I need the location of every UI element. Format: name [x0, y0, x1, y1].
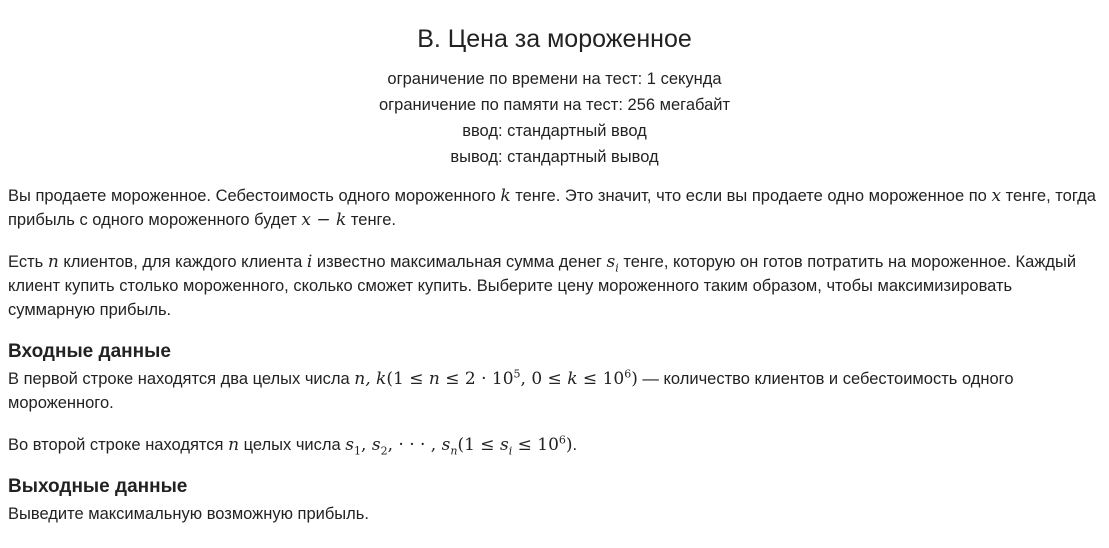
input-paragraph-1: В первой строке находятся два целых числа n, $k(1 \le n \le 2 \cdot 10^5$, $0 \le k \le 10^6$) — количество клиентов и себестоимость одного мороженного.: [8, 367, 1014, 412]
output-paragraph: Выведите максимальную возможную прибыль.: [8, 505, 369, 523]
time-limit: ограничение по времени на тест: 1 секунда: [387, 70, 722, 88]
math-i: i: [306, 252, 313, 272]
output-file: вывод: стандартный вывод: [450, 148, 659, 166]
legend-paragraph-2: Есть n клиентов, для каждого клиента i известно максимальная сумма денег $s_i$ тенге, которую он готов потратить на мороженное. Каждый клиент купить столько мороженного, сколько сможет купить. Выберите цену мороженного таким образом, чтобы максимизировать суммарную прибыль.: [8, 252, 1077, 319]
math-s-i: $s_i$: [606, 252, 619, 275]
legend-paragraph-1: Вы продаете мороженное. Себестоимость одного мороженного k тенге. Это значит, что если вы продаете одно мороженное по x тенге, тогда прибыль с одного мороженного будет x − k тенге.: [8, 186, 1096, 230]
problem-title: B. Цена за мороженное: [417, 25, 692, 53]
math-k: k: [500, 186, 511, 206]
math-n-2: n: [228, 435, 240, 455]
memory-limit: ограничение по памяти на тест: 256 мегабайт: [378, 96, 731, 114]
input-file: ввод: стандартный ввод: [462, 122, 647, 140]
problem-header: [8, 0, 1101, 170]
input-paragraph-2: Во второй строке находятся n целых числа $s_1$, $s_2$, · · · , $s_n(1 \le s_i \le 10^6)$.: [8, 433, 578, 458]
output-heading: Выходные данные: [8, 476, 188, 497]
math-x-minus-k: x − k: [301, 210, 347, 230]
math-n: n: [47, 252, 59, 272]
input-heading: Входные данные: [8, 341, 171, 362]
math-x: x: [991, 186, 1002, 206]
math-s-sequence: $s_1$, $s_2$, · · · , $s_n(1 \le s_i \le 10^6)$: [345, 433, 573, 458]
problem-body: [8, 184, 1101, 526]
math-input-constraints: n, $k(1 \le n \le 2 \cdot 10^5$, $0 \le k \le 10^6$): [354, 367, 638, 389]
